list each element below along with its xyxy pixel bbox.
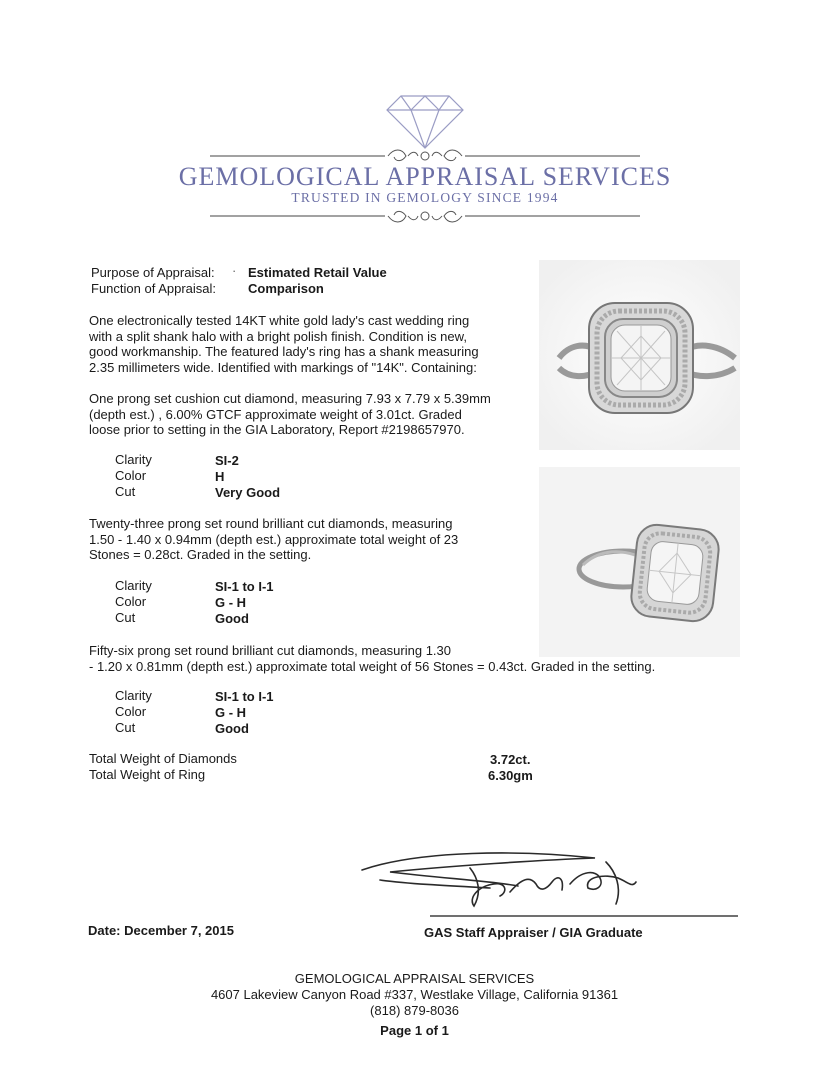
- grade-label: Color: [115, 704, 147, 719]
- ring-description: [89, 313, 479, 375]
- grade-value: SI-2: [215, 453, 239, 468]
- grade-value: Good: [215, 611, 249, 626]
- grade-label: Clarity: [115, 452, 152, 467]
- purpose-label: Purpose of Appraisal:: [91, 265, 215, 280]
- shank-stones-line: - 1.20 x 0.81mm (depth est.) approximate total weight of 56 Stones = 0.43ct. Graded in the setting.: [89, 658, 656, 674]
- halo-stones-line: Stones = 0.28ct. Graded in the setting.: [89, 547, 312, 562]
- grade-value: H: [215, 469, 225, 484]
- grade-value: Good: [215, 721, 249, 736]
- purpose-value: Estimated Retail Value: [248, 265, 387, 280]
- logo: [0, 0, 829, 235]
- appraiser-title: GAS Staff Appraiser / GIA Graduate: [424, 925, 643, 940]
- footer-phone: (818) 879-8036: [370, 1003, 459, 1018]
- ring-photo-top-view: [539, 260, 740, 450]
- description-line: good workmanship. The featured lady's ring has a shank measuring: [89, 344, 479, 359]
- halo-stones-line: Twenty-three prong set round brilliant cut diamonds, measuring: [89, 516, 453, 531]
- description-line: with a split shank halo with a bright polish finish. Condition is new,: [89, 328, 467, 344]
- grade-label: Cut: [115, 720, 136, 735]
- halo-stones-line: 1.50 - 1.40 x 0.94mm (depth est.) approximate total weight of 23: [89, 531, 459, 547]
- halo-stones-description: [89, 516, 458, 563]
- grade-label: Clarity: [115, 688, 152, 703]
- description-line: One electronically tested 14KT white gold lady's cast wedding ring: [89, 313, 470, 328]
- company-name: GEMOLOGICAL APPRAISAL SERVICES: [178, 162, 672, 191]
- center-stone-line: loose prior to setting in the GIA Laboratory, Report #2198657970.: [89, 422, 465, 437]
- center-stone-line: (depth est.) , 6.00% GTCF approximate weight of 3.01ct. Graded: [89, 406, 462, 422]
- total-diamonds-value: 3.72ct.: [490, 752, 531, 767]
- shank-stones-line: Fifty-six prong set round brilliant cut diamonds, measuring 1.30: [89, 643, 452, 658]
- grade-value: SI-1 to I-1: [215, 689, 274, 704]
- grade-value: G - H: [215, 705, 247, 720]
- total-ring-value: 6.30gm: [488, 768, 533, 783]
- company-tagline: TRUSTED IN GEMOLOGY SINCE 1994: [291, 190, 559, 205]
- grade-value: Very Good: [215, 485, 281, 500]
- appraiser-signature: [360, 848, 740, 920]
- total-diamonds-label: Total Weight of Diamonds: [89, 751, 237, 766]
- grade-label: Color: [115, 468, 147, 483]
- appraisal-date: Date: December 7, 2015: [88, 923, 234, 938]
- center-stone-description: [89, 391, 491, 438]
- purpose-bullet: ·: [232, 263, 237, 278]
- page-number: Page 1 of 1: [380, 1023, 449, 1038]
- footer-address: 4607 Lakeview Canyon Road #337, Westlake Village, California 91361: [210, 987, 619, 1002]
- total-ring-label: Total Weight of Ring: [89, 767, 206, 782]
- ornament-divider-bottom: [210, 206, 640, 226]
- center-stone-line: One prong set cushion cut diamond, measuring 7.93 x 7.79 x 5.39mm: [89, 391, 491, 406]
- grade-label: Cut: [115, 610, 136, 625]
- grade-value: SI-1 to I-1: [215, 579, 274, 594]
- grade-label: Cut: [115, 484, 136, 499]
- grade-label: Color: [115, 594, 147, 609]
- diamond-icon: [385, 92, 465, 150]
- description-line: 2.35 millimeters wide. Identified with markings of "14K". Containing:: [89, 359, 477, 375]
- grade-value: G - H: [215, 595, 247, 610]
- function-value: Comparison: [248, 281, 324, 296]
- grade-label: Clarity: [115, 578, 152, 593]
- function-label: Function of Appraisal:: [91, 281, 217, 296]
- footer-company: GEMOLOGICAL APPRAISAL SERVICES: [294, 971, 535, 986]
- ring-photo-side-view: [539, 467, 740, 657]
